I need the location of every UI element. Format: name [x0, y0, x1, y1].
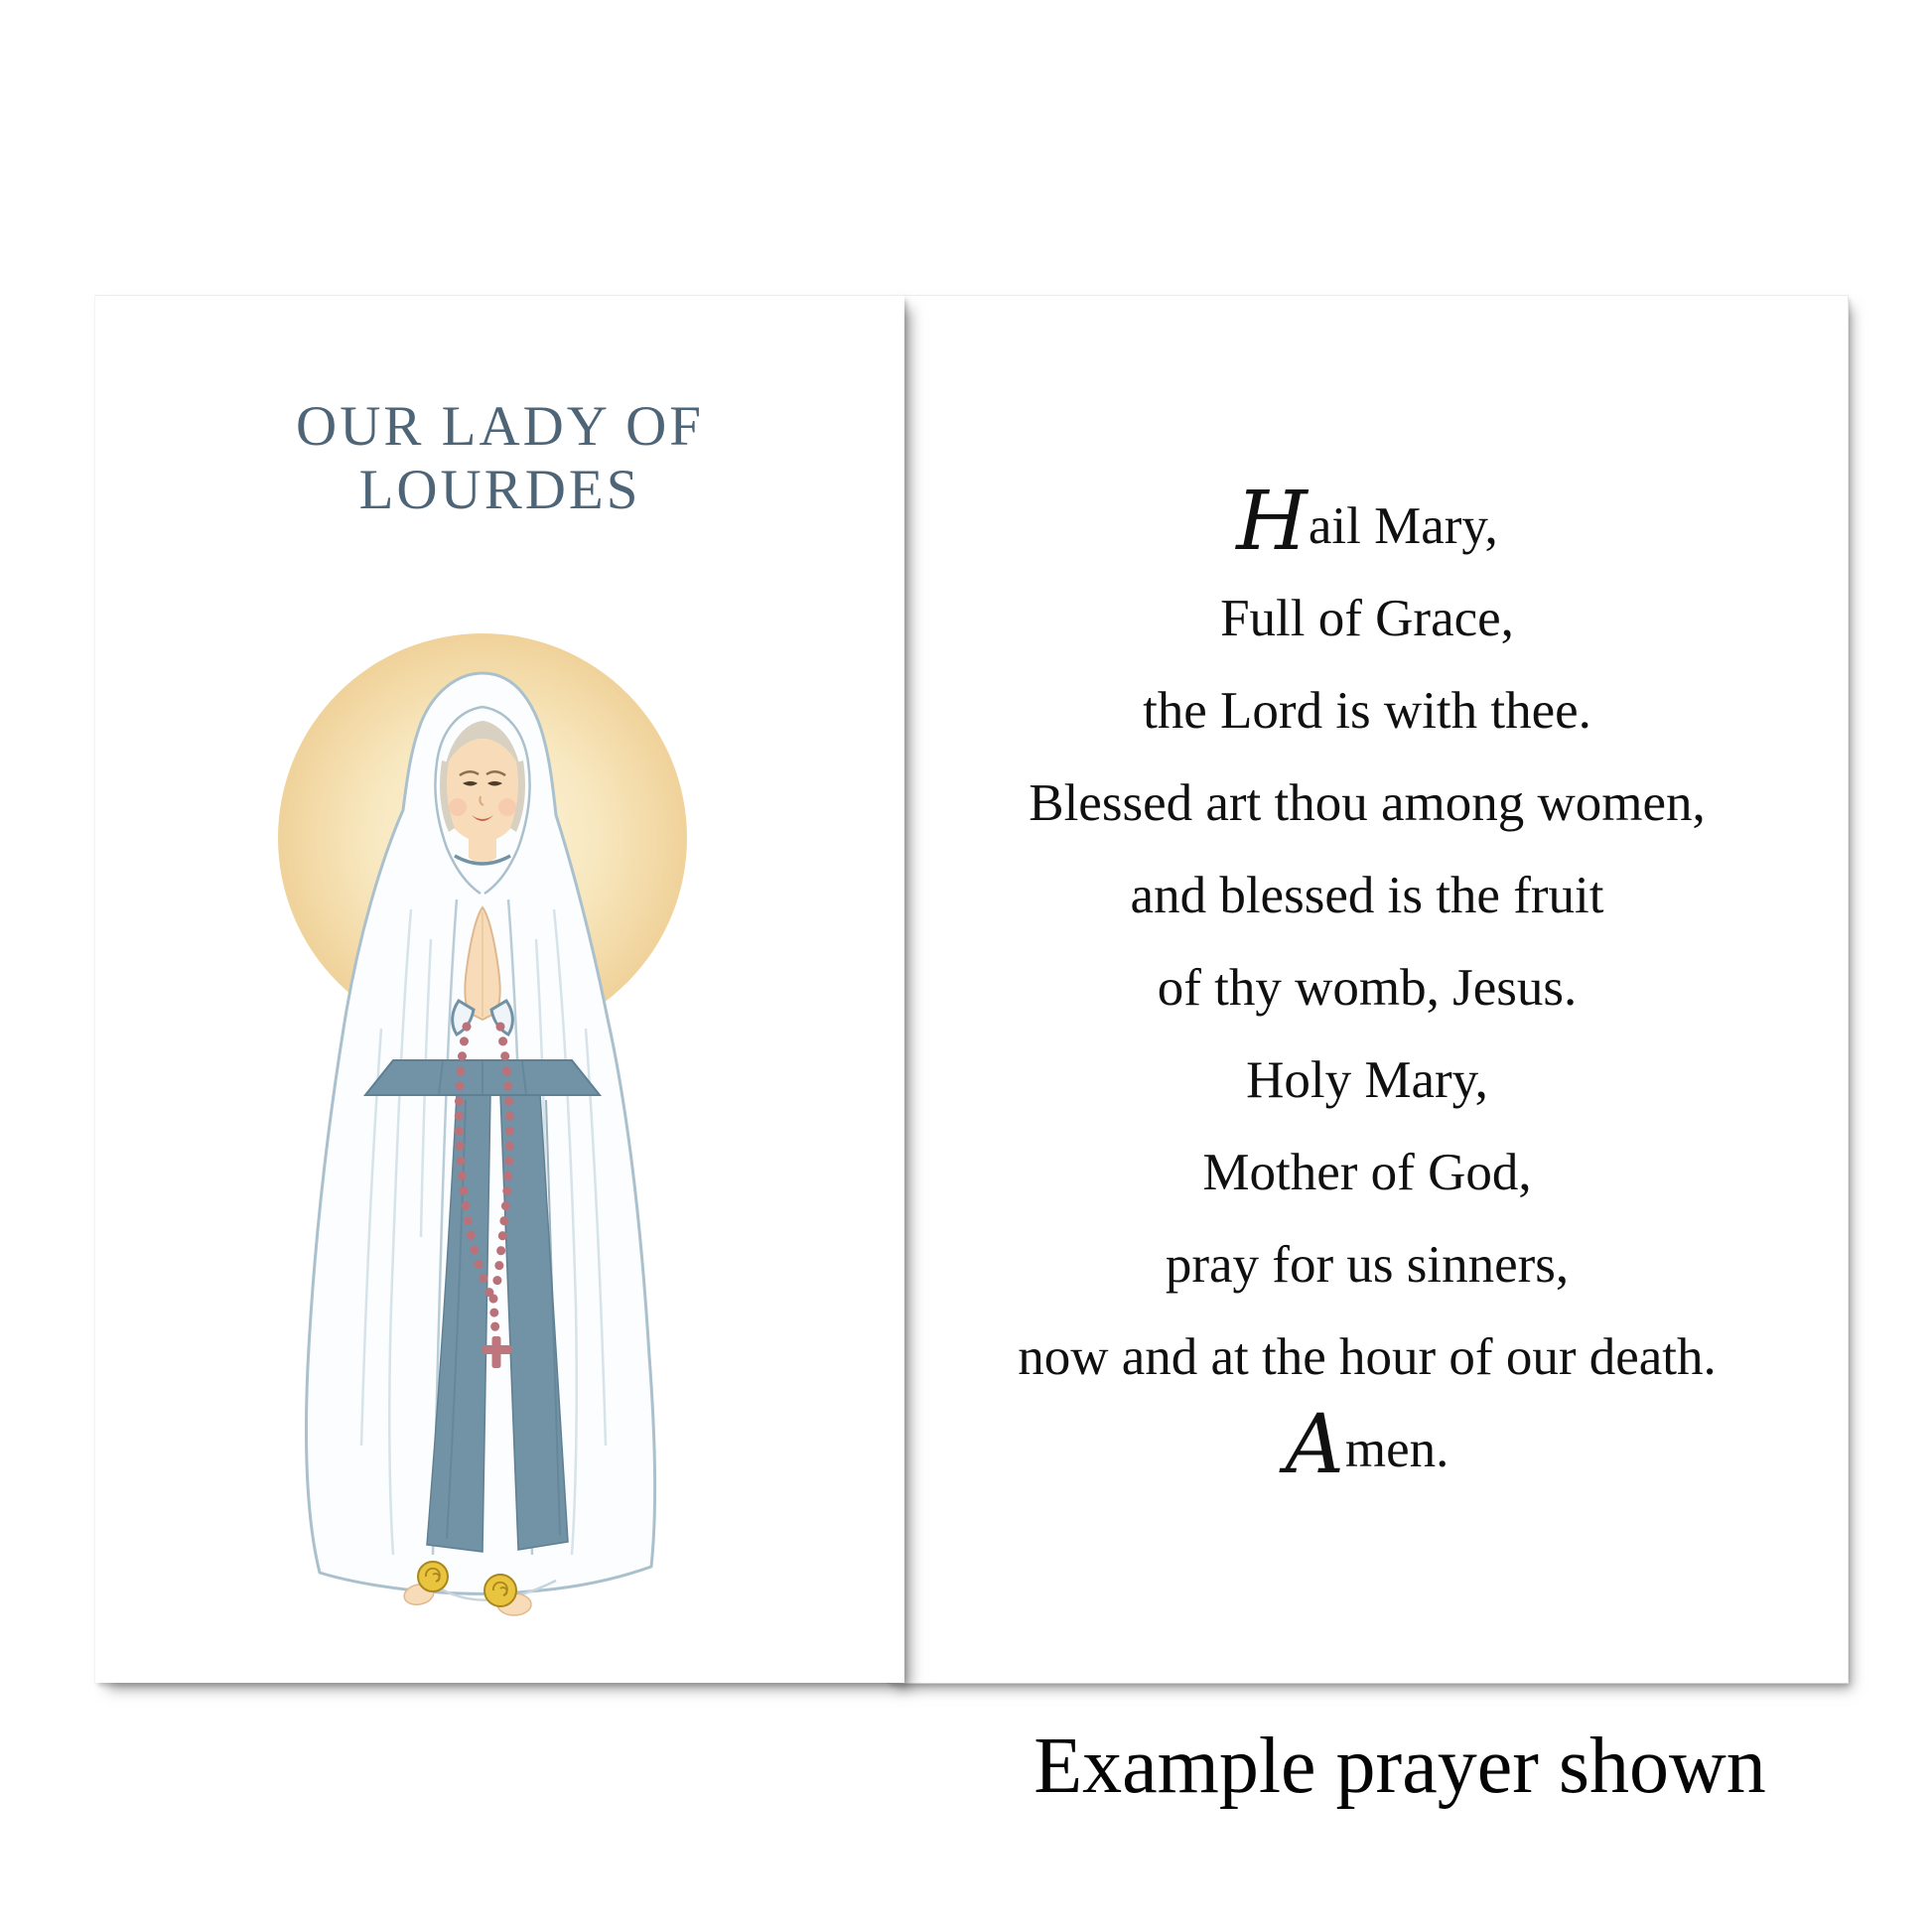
ornate-initial-a: A [1285, 1398, 1342, 1492]
prayer-line: Full of Grace, [1220, 590, 1514, 647]
prayer-line: Mother of God, [1202, 1144, 1532, 1201]
card-title-line2: LOURDES [358, 459, 641, 521]
hail-mary-prayer [887, 475, 1848, 1496]
prayer-line: the Lord is with thee. [1143, 682, 1591, 740]
card-title [95, 395, 904, 522]
prayer-line: and blessed is the fruit [1130, 867, 1604, 924]
prayer-line: of thy womb, Jesus. [1157, 959, 1578, 1017]
prayer-card-front [94, 295, 904, 1683]
prayer-line [887, 1398, 1848, 1496]
prayer-line: now and at the hour of our death. [1018, 1328, 1717, 1386]
caption-example-prayer: Example prayer shown [1034, 1723, 1766, 1810]
our-lady-of-lourdes-illustration [262, 612, 699, 1634]
prayer-line-text: men. [1344, 1421, 1449, 1478]
prayer-line: pray for us sinners, [1165, 1236, 1570, 1294]
prayer-line: Blessed art thou among women, [1029, 774, 1706, 832]
card-title-line1: OUR LADY OF [296, 395, 704, 458]
prayer-card-back [887, 295, 1849, 1684]
prayer-line [887, 475, 1848, 573]
neck [469, 838, 496, 863]
prayer-line: Holy Mary, [1246, 1051, 1488, 1109]
prayer-line-text: ail Mary, [1308, 497, 1498, 555]
ornate-initial-h: H [1236, 475, 1306, 569]
